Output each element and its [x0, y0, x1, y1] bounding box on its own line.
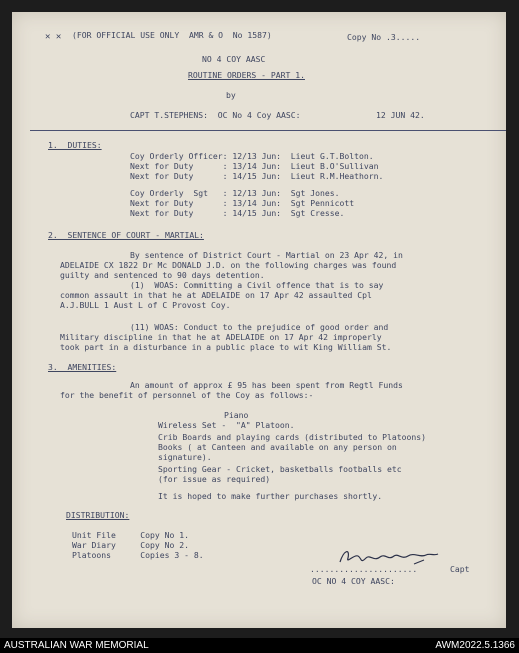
section-amenities-heading: 3. AMENITIES: — [48, 362, 117, 372]
signature-rank: Capt — [450, 564, 470, 574]
document-title: ROUTINE ORDERS - PART 1. — [188, 70, 305, 80]
amenity-item: Books ( at Canteen and available on any person on — [158, 442, 397, 452]
document-date: 12 JUN 42. — [376, 110, 425, 120]
copy-number: Copy No .3..... — [347, 32, 421, 42]
amenity-item: Crib Boards and playing cards (distributed to Platoons) — [158, 432, 427, 442]
duty-line: Coy Orderly Officer: 12/13 Jun: Lieut G.T.Bolton. — [130, 151, 374, 161]
paragraph-line: Military discipline in that he at ADELAIDE on 17 Apr 42 improperly — [60, 332, 382, 342]
footer-institution: AUSTRALIAN WAR MEMORIAL — [4, 640, 149, 651]
archive-footer — [0, 638, 519, 653]
paragraph-line: A.J.BULL 1 Aust L of C Provost Coy. — [60, 300, 231, 310]
header-rule — [30, 130, 506, 131]
by-label: by — [226, 90, 236, 100]
duty-line: Next for Duty : 14/15 Jun: Sgt Cresse. — [130, 208, 345, 218]
duty-line: Coy Orderly Sgt : 12/13 Jun: Sgt Jones. — [130, 188, 340, 198]
header-marking: (FOR OFFICIAL USE ONLY AMR & O No 1587) — [72, 30, 272, 40]
footer-accession-number: AWM2022.5.1366 — [435, 640, 515, 651]
distribution-heading: DISTRIBUTION: — [66, 510, 130, 520]
paragraph-line: took part in a disturbance in a public place to wit King William St. — [60, 342, 392, 352]
handwritten-mark: ✕ ✕ — [45, 32, 62, 42]
paragraph-line: for the benefit of personnel of the Coy as follows:- — [60, 390, 314, 400]
amenity-item: signature). — [158, 452, 212, 462]
document-page — [12, 12, 506, 628]
paragraph-line: common assault in that he at ADELAIDE on 17 Apr 42 assaulted Cpl — [60, 290, 372, 300]
section-court-martial-heading: 2. SENTENCE OF COURT - MARTIAL: — [48, 230, 204, 240]
distribution-row: War Diary Copy No 2. — [72, 540, 189, 550]
paragraph-line: An amount of approx £ 95 has been spent from Regtl Funds — [130, 380, 403, 390]
paragraph-line: (11) WOAS: Conduct to the prejudice of good order and — [130, 322, 389, 332]
amenity-item: Piano — [224, 410, 249, 420]
unit-name: NO 4 COY AASC — [202, 54, 266, 64]
closing-line: It is hoped to make further purchases shortly. — [158, 491, 383, 501]
signature-title: OC NO 4 COY AASC: — [312, 576, 395, 586]
distribution-row: Unit File Copy No 1. — [72, 530, 189, 540]
duty-line: Next for Duty : 14/15 Jun: Lieut R.M.Heathorn. — [130, 171, 384, 181]
signature-dotted-line: ...................... — [310, 564, 418, 574]
distribution-row: Platoons Copies 3 - 8. — [72, 550, 204, 560]
paragraph-line: guilty and sentenced to 90 days detention. — [60, 270, 265, 280]
amenity-item: (for issue as required) — [158, 474, 271, 484]
paragraph-line: (1) WOAS: Committing a Civil offence that is to say — [130, 280, 384, 290]
section-duties-heading: 1. DUTIES: — [48, 140, 102, 150]
duty-line: Next for Duty : 13/14 Jun: Sgt Pennicott — [130, 198, 355, 208]
amenity-item: Sporting Gear - Cricket, basketballs footballs etc — [158, 464, 402, 474]
paragraph-line: ADELAIDE CX 1822 Dr Mc DONALD J.D. on the following charges was found — [60, 260, 397, 270]
paragraph-line: By sentence of District Court - Martial on 23 Apr 42, in — [130, 250, 403, 260]
amenity-item: Wireless Set - "A" Platoon. — [158, 420, 295, 430]
issuer-line: CAPT T.STEPHENS: OC No 4 Coy AASC: — [130, 110, 301, 120]
duty-line: Next for Duty : 13/14 Jun: Lieut B.O'Sullivan — [130, 161, 379, 171]
